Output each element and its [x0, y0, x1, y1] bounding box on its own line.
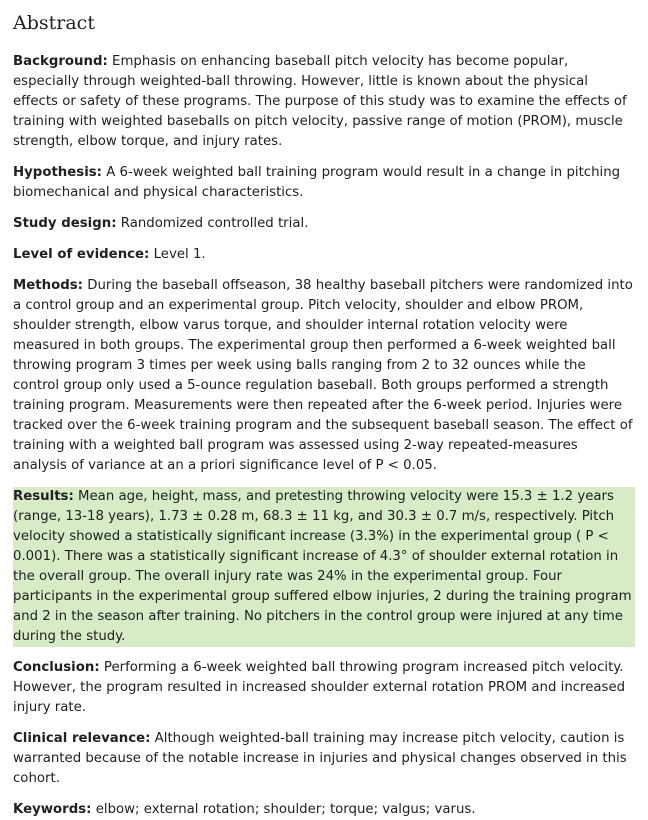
results-paragraph: [13, 487, 635, 647]
results-text: Mean age, height, mass, and pretesting throwing velocity were 15.3 ± 1.2 years (range, 13-18 years), 1.73 ± 0.28 m, 68.3 ± 11 kg, and 30.3 ± 0.7 m/s, respectively. Pitch velocity showed a statistically significant increase (3.3%) in the experimental group ( P < 0.001). There was a statistically significant increase of 4.3° of shoulder external rotation in the overall group. The overall injury rate was 24% in the experimental group. Four participants in the experimental group suffered elbow injuries, 2 during the training program and 2 in the season after training. No pitchers in the control group were injured at any time during the study.: [13, 489, 632, 644]
keywords-text: elbow; external rotation; shoulder; torque; valgus; varus.: [95, 802, 476, 817]
clinical-relevance-paragraph: [13, 729, 635, 789]
methods-label: Methods:: [13, 278, 83, 293]
conclusion-paragraph: [13, 658, 635, 718]
study-design-paragraph: [13, 214, 635, 234]
results-label: Results:: [13, 489, 74, 504]
keywords-label: Keywords:: [13, 802, 92, 817]
keywords-paragraph: [13, 800, 635, 820]
conclusion-text: Performing a 6-week weighted ball throwing program increased pitch velocity. However, the program resulted in increased shoulder external rotation PROM and increased injury rate.: [13, 660, 626, 715]
abstract-heading: Abstract: [13, 12, 95, 34]
methods-text: During the baseball offseason, 38 healthy baseball pitchers were randomized into a control group and an experimental group. Pitch velocity, shoulder and elbow PROM, shoulder strength, elbow varus torque, and shoulder internal rotation velocity were measured in both groups. The experimental group then performed a 6-week weighted ball throwing program 3 times per week using balls ranging from 2 to 32 ounces while the control group only used a 5-ounce regulation baseball. Both groups performed a strength training program. Measurements were then repeated after the 6-week period. Injuries were tracked over the 6-week training program and the subsequent baseball season. The effect of training with a weighted ball program was assessed using 2-way repeated-measures analysis of variance at an a priori significance level of P < 0.05.: [13, 278, 633, 473]
background-label: Background:: [13, 54, 108, 69]
hypothesis-label: Hypothesis:: [13, 165, 102, 180]
study-design-text: Randomized controlled trial.: [120, 216, 309, 231]
clinical-relevance-text: Although weighted-ball training may increase pitch velocity, caution is warranted because of the notable increase in injuries and physical changes observed in this cohort.: [13, 731, 627, 786]
conclusion-label: Conclusion:: [13, 660, 100, 675]
hypothesis-text: A 6-week weighted ball training program would result in a change in pitching biomechanical and physical characteristics.: [13, 165, 621, 200]
level-of-evidence-text: Level 1.: [153, 247, 206, 262]
study-design-label: Study design:: [13, 216, 117, 231]
methods-paragraph: [13, 276, 635, 476]
level-of-evidence-label: Level of evidence:: [13, 247, 150, 262]
clinical-relevance-label: Clinical relevance:: [13, 731, 151, 746]
background-text: Emphasis on enhancing baseball pitch velocity has become popular, especially through weighted-ball throwing. However, little is known about the physical effects or safety of these programs. The purpose of this study was to examine the effects of training with weighted baseballs on pitch velocity, passive range of motion (PROM), muscle strength, elbow torque, and injury rates.: [13, 54, 627, 149]
hypothesis-paragraph: [13, 163, 635, 203]
background-paragraph: [13, 52, 635, 152]
level-of-evidence-paragraph: [13, 245, 635, 265]
